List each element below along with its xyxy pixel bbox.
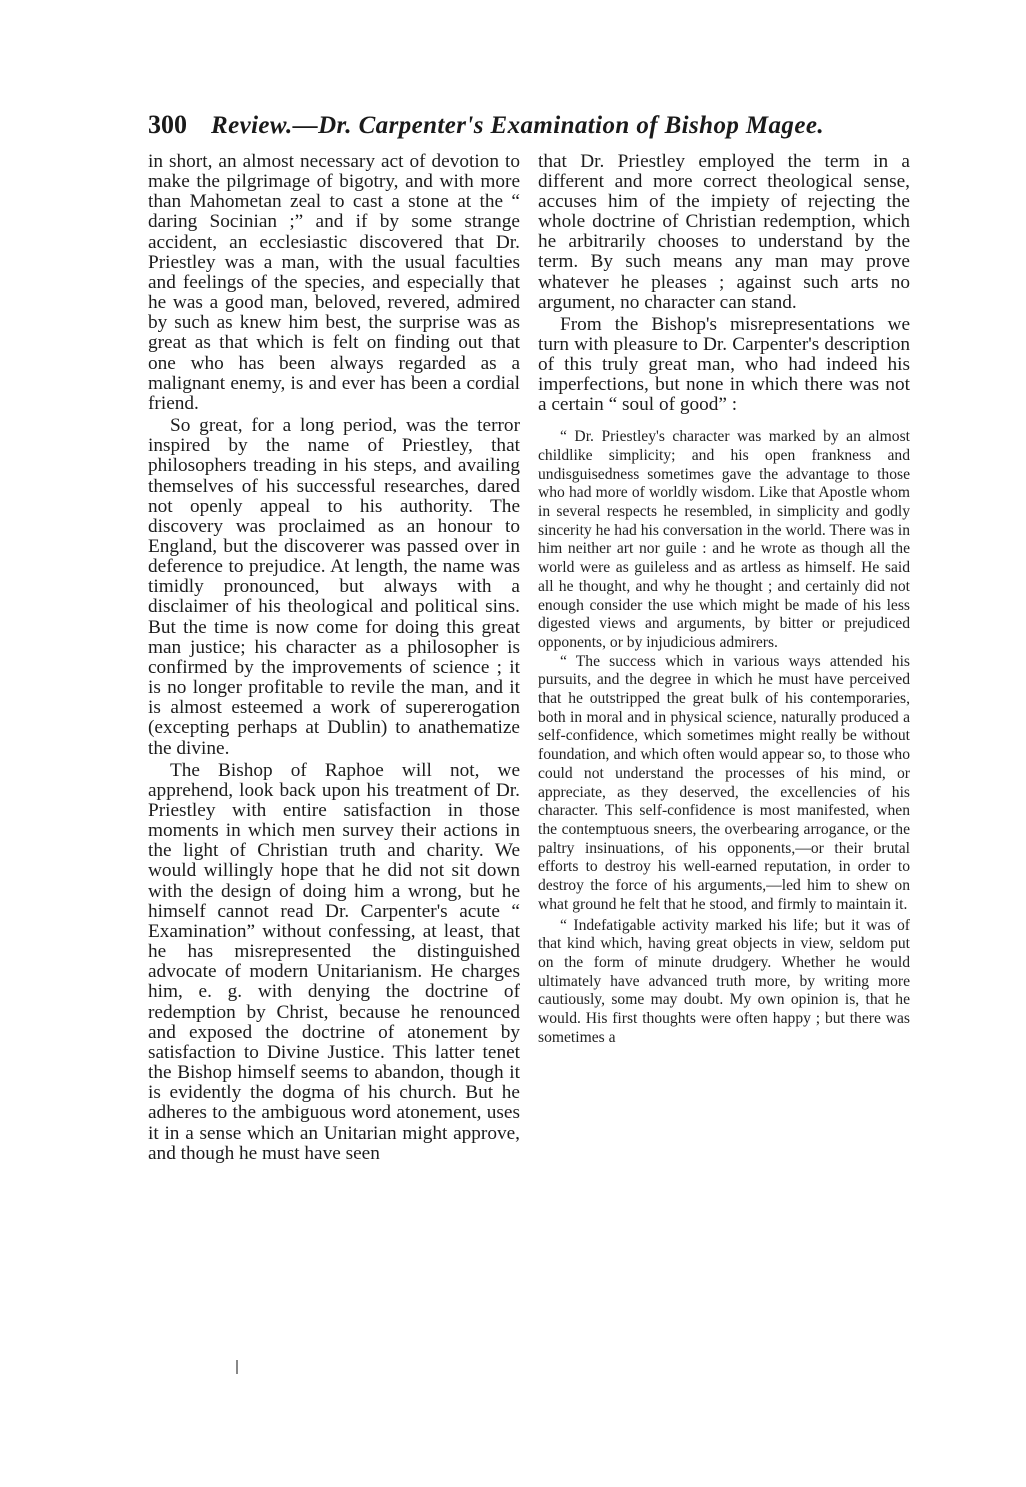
right-paragraph-2: From the Bishop's misrepresentations we turn with pleasure to Dr. Carpenter's description of this truly great man, who had indeed his imperfections, but none in which there was not a certain “ soul of good” : xyxy=(538,313,910,416)
left-column xyxy=(148,152,520,1377)
right-column xyxy=(538,152,910,1377)
left-paragraph-3: The Bishop of Raphoe will not, we apprehend, look back upon his treatment of Dr. Priestley with entire satisfaction in those moments in which men survey their actions in the light of Christian truth and charity. We would willingly hope that he did not sit down with the design of doing him a wrong, but he himself cannot read Dr. Carpenter's acute “ Examination” without confessing, at least, that he has misrepresented the distinguished advocate of modern Unitarianism. He charges him, e. g. with denying the doctrine of redemption by Christ, because he renounced and exposed the doctrine of atonement by satisfaction to Divine Justice. This latter tenet the Bishop himself seems to abandon, though it is evidently the dogma of his church. But he adheres to the ambiguous word atonement, uses it in a sense which an Unitarian might approve, and though he must have seen xyxy=(148,759,520,1164)
page-number: 300 xyxy=(148,110,187,139)
print-mark xyxy=(236,1360,238,1374)
quotation-paragraph-1: “ Dr. Priestley's character was marked by an almost childlike simplicity; and his open frankness and undisguisedness sometimes gave the advantage to those who had more of worldly wisdom. Like that Apostle whom in several respects he resembled, in simplicity and godly sincerity he had his conversation in the world. There was in him neither art nor guile : and he wrote as though all the world were as guileless and as artless as himself. He said all he thought, and why he thought ; and certainly did not enough consider the use which might be made of his less digested views and arguments, by bitter or prejudiced opponents, or by injudicious admirers. xyxy=(538,428,910,651)
quotation-paragraph-3: “ Indefatigable activity marked his life; but it was of that kind which, having great objects in view, seldom put on the form of minute drudgery. Whether he would ultimately have advanced truth more, by writing more cautiously, some may doubt. My own opinion is, that he would. His first thoughts were often happy ; but there was sometimes a xyxy=(538,916,910,1046)
running-title: Review.—Dr. Carpenter's Examination of Bishop Magee. xyxy=(211,112,824,139)
left-paragraph-1: in short, an almost necessary act of devotion to make the pilgrimage of bigotry, and with more than Mahometan zeal to cast a stone at the “ daring Socinian ;” and if by some strange accident, an ecclesiastic discovered that Dr. Priestley was a man, with the usual faculties and feelings of the species, and especially that he was a good man, beloved, revered, admired by such as knew him best, the surprise was as great as that which is felt on finding out that one who has been always regarded as a malignant enemy, is and ever has been a cordial friend. xyxy=(148,152,520,414)
page-header xyxy=(148,110,908,144)
left-paragraph-2: So great, for a long period, was the terror inspired by the name of Priestley, that philosophers treading in his steps, and availing themselves of his successful researches, dared not openly appeal to his authority. The discovery was proclaimed as an honour to England, but the discoverer was passed over in deference to prejudice. At length, the name was timidly pronounced, but always with a disclaimer of his theological and political sins. But the time is now come for doing this great man justice; his character as a philosopher is confirmed by the improvements of science ; it is no longer profitable to revile the man, and it is almost esteemed a work of supererogation (excepting perhaps at Dublin) to anathematize the divine. xyxy=(148,415,520,759)
quotation-paragraph-2: “ The success which in various ways attended his pursuits, and the degree in which he must have perceived that he outstripped the great bulk of his contemporaries, both in moral and in physical science, naturally produced a self-confidence, which sometimes might really be without foundation, and which often would appear so, to those who could not understand the processes of his mind, or appreciate, as they deserved, the excellencies of his character. This self-confidence is most manifested, when the contemptuous sneers, the overbearing arrogance, or the paltry insinuations, of his opponents,—or their brutal efforts to destroy his well-earned reputation, in order to destroy the force of his arguments,—led him to shew on what ground he felt that he stood, and firmly to maintain it. xyxy=(538,652,910,913)
right-paragraph-1: that Dr. Priestley employed the term in a different and more correct theological sense, accuses him of the impiety of rejecting the whole doctrine of Christian redemption, which he arbitrarily chooses to understand by the term. By such means any man may prove whatever he pleases ; against such arts no argument, no character can stand. xyxy=(538,152,910,313)
